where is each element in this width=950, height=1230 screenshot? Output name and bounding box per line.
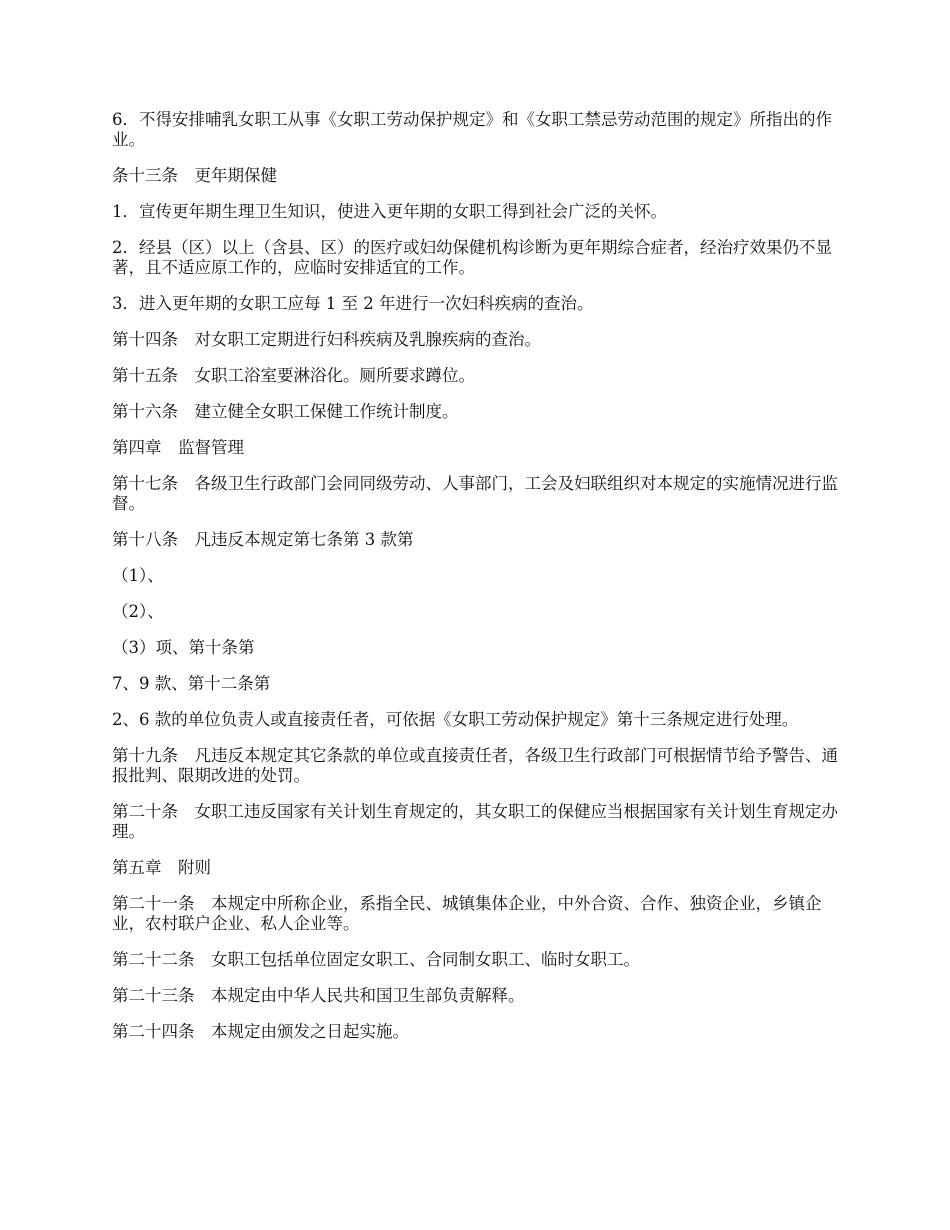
paragraph: 第二十二条 女职工包括单位固定女职工、合同制女职工、临时女职工。: [112, 950, 640, 969]
paragraph: 7、9 款、第十二条第: [112, 674, 271, 693]
paragraph: 第二十一条 本规定中所称企业，系指全民、城镇集体企业，中外合资、合作、独资企业，乡镇企业，农村联户企业、私人企业等。: [112, 894, 822, 933]
paragraph: 第二十三条 本规定由中华人民共和国卫生部负责解释。: [112, 986, 525, 1005]
paragraph: 2、6 款的单位负责人或直接责任者，可依据《女职工劳动保护规定》第十三条规定进行处理。: [112, 710, 799, 729]
paragraph: 第二十条 女职工违反国家有关计划生育规定的，其女职工的保健应当根据国家有关计划生育规定办理。: [112, 802, 838, 841]
paragraph: 3．进入更年期的女职工应每 1 至 2 年进行一次妇科疾病的查治。: [112, 294, 594, 313]
paragraph: 第十五条 女职工浴室要淋浴化。厕所要求蹲位。: [112, 366, 475, 385]
paragraph: 第十四条 对女职工定期进行妇科疾病及乳腺疾病的查治。: [112, 330, 541, 349]
paragraph: 第二十四条 本规定由颁发之日起实施。: [112, 1022, 409, 1041]
chapter-heading: 第四章 监督管理: [112, 438, 244, 457]
paragraph: （1）、: [112, 566, 164, 585]
paragraph: （3）项、第十条第: [112, 638, 255, 657]
document-body: [112, 110, 842, 1058]
section-heading: 条十三条 更年期保健: [112, 166, 277, 185]
paragraph: （2）、: [112, 602, 164, 621]
paragraph: 第十九条 凡违反本规定其它条款的单位或直接责任者，各级卫生行政部门可根据情节给予警告、通报批判、限期改进的处罚。: [112, 746, 838, 785]
paragraph: 2．经县（区）以上（含县、区）的医疗或妇幼保健机构诊断为更年期综合症者，经治疗效果仍不显著，且不适应原工作的，应临时安排适宜的工作。: [112, 238, 832, 277]
paragraph: 第十七条 各级卫生行政部门会同同级劳动、人事部门，工会及妇联组织对本规定的实施情况进行监督。: [112, 474, 838, 513]
paragraph: 6．不得安排哺乳女职工从事《女职工劳动保护规定》和《女职工禁忌劳动范围的规定》所指出的作业。: [112, 110, 832, 149]
chapter-heading: 第五章 附则: [112, 858, 211, 877]
paragraph: 第十六条 建立健全女职工保健工作统计制度。: [112, 402, 459, 421]
paragraph: 1．宣传更年期生理卫生知识，使进入更年期的女职工得到社会广泛的关怀。: [112, 202, 667, 221]
paragraph: 第十八条 凡违反本规定第七条第 3 款第: [112, 530, 414, 549]
